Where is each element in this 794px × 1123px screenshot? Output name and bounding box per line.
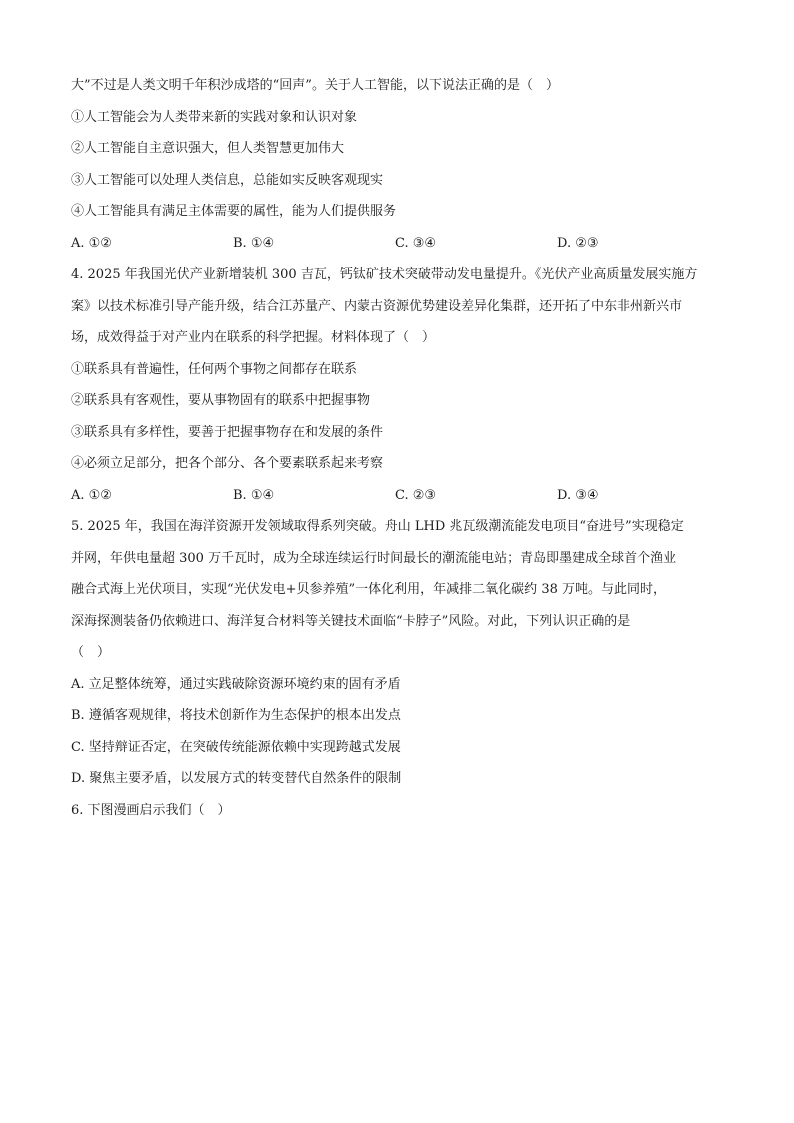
question-5 — [71, 511, 721, 795]
statement-3: ③联系具有多样性，要善于把握事物存在和发展的条件 — [71, 424, 384, 440]
choice-a: A. 立足整体统筹，通过实践破除资源环境约束的固有矛盾 — [71, 676, 401, 692]
question-5-stem-line-1: 5. 2025 年，我国在海洋资源开发领域取得系列突破。舟山 LHD 兆瓦级潮流能发电项目“奋进号”实现稳定 — [71, 519, 684, 534]
question-5-stem-line-2: 并网，年供电量超 300 万千瓦时，成为全球连续运行时间最长的潮流能电站；青岛即墨建成全球首个渔业 — [71, 550, 677, 566]
question-4-stem-line-3: 场，成效得益于对产业内在联系的科学把握。材料体现了（ ） — [71, 330, 436, 345]
question-3-options — [71, 228, 721, 260]
question-3-stem-tail: 大”不过是人类文明千年积沙成塔的“回声”。关于人工智能，以下说法正确的是（ ） — [71, 78, 559, 93]
question-6-stem: 6. 下图漫画启示我们（ ） — [71, 802, 231, 818]
option-b: B. ①④ — [233, 235, 275, 251]
option-d: D. ③④ — [557, 487, 599, 503]
statement-1: ①联系具有普遍性，任何两个事物之间都存在联系 — [71, 361, 358, 377]
option-c: C. ②③ — [395, 487, 437, 503]
question-4-stem-line-2: 案》以技术标准引导产能升级，结合江苏量产、内蒙古资源优势建设差异化集群，还开拓了中东非州新兴市 — [71, 298, 683, 314]
question-5-stem-line-5: （ ） — [71, 645, 111, 660]
option-a: A. ①② — [71, 487, 112, 503]
option-c: C. ③④ — [395, 235, 437, 251]
question-3 — [71, 70, 721, 259]
option-a: A. ①② — [71, 235, 112, 251]
statement-4: ④必须立足部分，把各个部分、各个要素联系起来考察 — [71, 456, 384, 471]
question-6 — [71, 795, 721, 827]
choice-c: C. 坚持辩证否定，在突破传统能源依赖中实现跨越式发展 — [71, 739, 401, 755]
statement-4: ④人工智能具有满足主体需要的属性，能为人们提供服务 — [71, 204, 397, 219]
question-4-options — [71, 480, 721, 512]
exam-page — [71, 70, 721, 826]
statement-2: ②联系具有客观性，要从事物固有的联系中把握事物 — [71, 393, 371, 408]
option-d: D. ②③ — [557, 235, 599, 251]
question-4 — [71, 259, 721, 511]
statement-2: ②人工智能自主意识强大，但人类智慧更加伟大 — [71, 141, 345, 156]
statement-1: ①人工智能会为人类带来新的实践对象和认识对象 — [71, 109, 358, 125]
statement-3: ③人工智能可以处理人类信息，总能如实反映客观现实 — [71, 172, 384, 188]
question-5-stem-line-4: 深海探测装备仍依赖进口、海洋复合材料等关键技术面临“卡脖子”风险。对此，下列认识正确的是 — [71, 613, 631, 629]
question-4-stem-line-1: 4. 2025 年我国光伏产业新增装机 300 吉瓦，钙钛矿技术突破带动发电量提升。《光伏产业高质量发展实施方 — [71, 267, 698, 282]
choice-b: B. 遵循客观规律，将技术创新作为生态保护的根本出发点 — [71, 708, 401, 723]
question-5-stem-line-3: 融合式海上光伏项目，实现“光伏发电+贝参养殖”一体化利用，年减排二氧化碳约 38 万吨。与此同时， — [71, 582, 666, 597]
option-b: B. ①④ — [233, 487, 275, 503]
choice-d: D. 聚焦主要矛盾，以发展方式的转变替代自然条件的限制 — [71, 771, 402, 786]
